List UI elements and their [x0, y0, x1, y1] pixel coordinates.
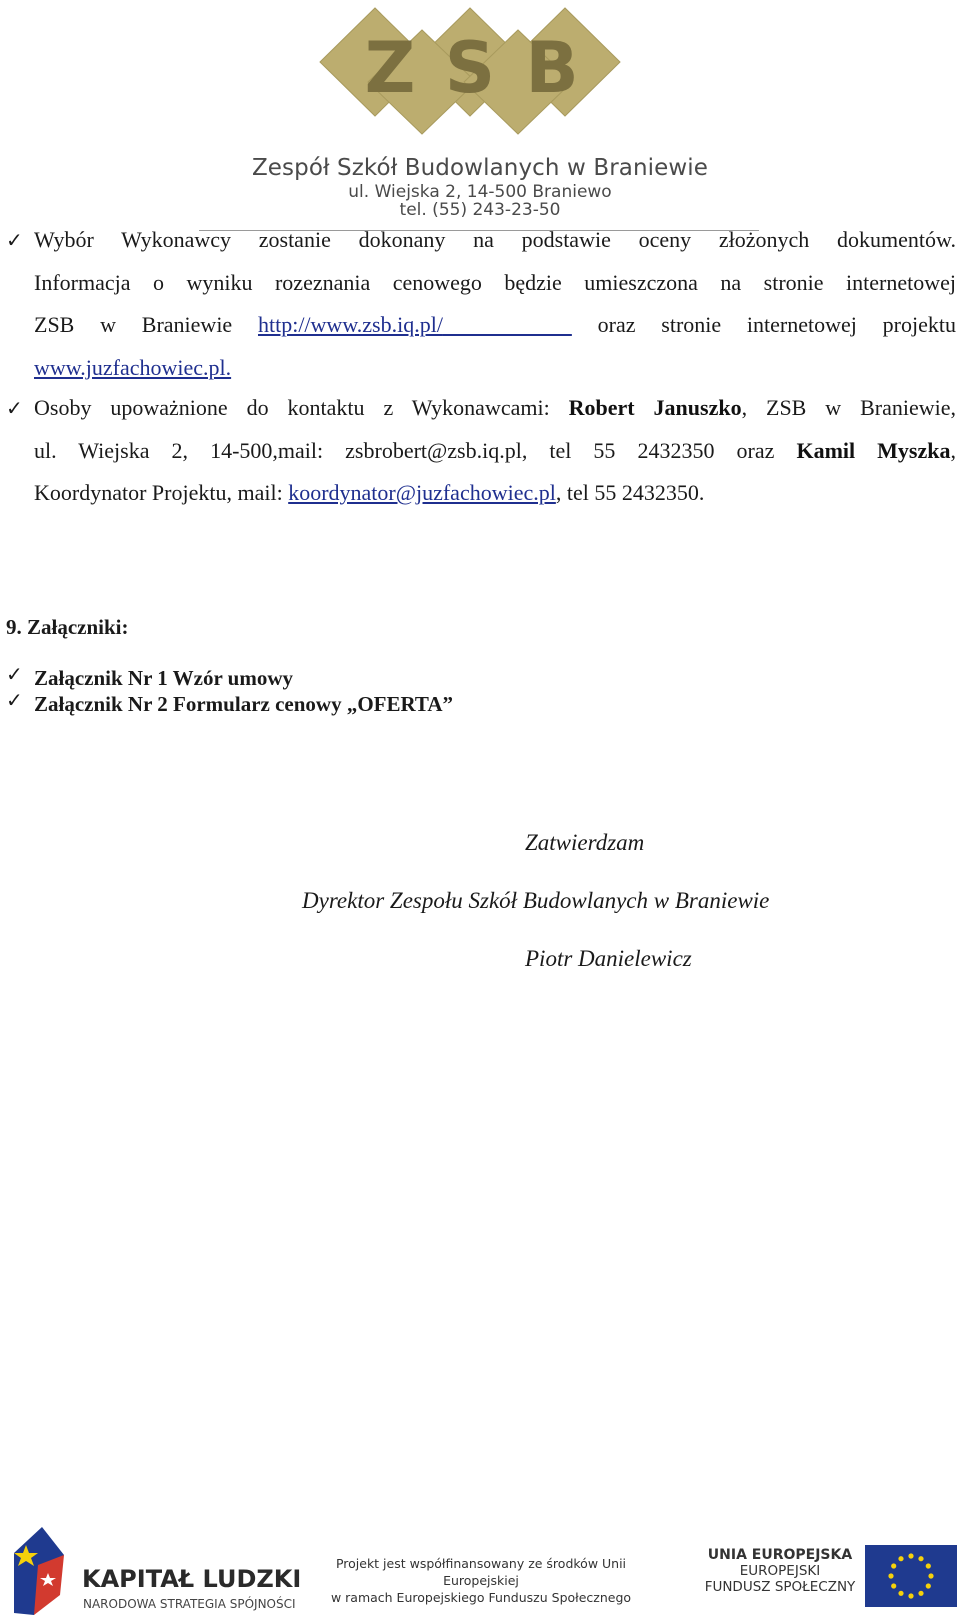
eu-star: [926, 1583, 931, 1588]
section-heading: 9. Załączniki:: [6, 615, 129, 639]
checkmark-icon: ✓: [6, 396, 23, 420]
eu-fund-line: FUNDUSZ SPOŁECZNY: [704, 1579, 856, 1595]
eu-star: [926, 1563, 931, 1568]
text-line: Koordynator Projektu, mail: koordynator@juzfachowiec.pl, tel 55 2432350.: [34, 480, 705, 505]
eu-star: [888, 1573, 893, 1578]
text-line: Osoby upoważnione do kontaktu z Wykonawcami: Robert Januszko, ZSB w Braniewie,: [34, 395, 956, 420]
approval-label: Zatwierdzam: [525, 830, 645, 855]
kapital-ludzki-title: KAPITAŁ LUDZKI: [82, 1565, 302, 1593]
svg-text:Z: Z: [364, 27, 416, 109]
text-line: Informacja o wyniku rozeznania cenowego będzie umieszczona na stronie internetowej: [34, 269, 956, 295]
text-line: [34, 347, 956, 390]
cofinancing-line: w ramach Europejskiego Funduszu Społecznego: [330, 1590, 632, 1605]
paragraph-selection: [34, 219, 956, 389]
attachment-item: Załącznik Nr 1 Wzór umowy: [34, 666, 294, 690]
kapital-ludzki-subtitle: NARODOWA STRATEGIA SPÓJNOŚCI: [83, 1597, 296, 1611]
eu-star: [928, 1573, 933, 1578]
checkmark-icon: ✓: [6, 662, 23, 686]
cofinancing-note: [306, 1555, 656, 1606]
checkmark-icon: ✓: [6, 228, 23, 252]
zsb-logo: [300, 0, 640, 148]
text-line: Wybór Wykonawcy zostanie dokonany na podstawie oceny złożonych dokumentów.: [34, 227, 956, 252]
project-website-link[interactable]: www.juzfachowiec.pl.: [34, 354, 232, 380]
svg-text:B: B: [525, 27, 579, 109]
contact-name: Kamil Myszka: [796, 437, 951, 463]
paragraph-contacts: [34, 387, 956, 515]
school-address: ul. Wiejska 2, 14-500 Braniewo: [348, 182, 612, 202]
school-phone: tel. (55) 243-23-50: [399, 200, 561, 220]
eu-star: [918, 1556, 923, 1561]
eu-star: [891, 1563, 896, 1568]
attachment-item: Załącznik Nr 2 Formularz cenowy „OFERTA”: [34, 692, 454, 716]
eu-fund-label: [704, 1547, 856, 1595]
coordinator-email-link[interactable]: koordynator@juzfachowiec.pl: [288, 480, 556, 505]
eu-star: [908, 1553, 913, 1558]
eu-fund-line: EUROPEJSKI: [739, 1563, 821, 1579]
eu-star: [898, 1591, 903, 1596]
eu-star: [891, 1583, 896, 1588]
zsb-website-link[interactable]: http://www.zsb.iq.pl/: [257, 312, 443, 337]
text-line: ul. Wiejska 2, 14-500,mail: zsbrobert@zsb.iq.pl, tel 55 2432350 oraz Kamil Myszka,: [34, 437, 956, 463]
eu-star: [918, 1591, 923, 1596]
eu-label: UNIA EUROPEJSKA: [707, 1547, 853, 1563]
contact-name: Robert Januszko: [568, 395, 742, 420]
text-line: ZSB w Braniewie http://www.zsb.iq.pl/ oraz stronie internetowej projektu: [34, 312, 956, 337]
svg-text:S: S: [444, 27, 496, 109]
cofinancing-line: Projekt jest współfinansowany ze środków Unii Europejskiej: [335, 1556, 627, 1588]
kapital-ludzki-logo: [4, 1525, 304, 1620]
signatory-name: Piotr Danielewicz: [525, 946, 692, 971]
checkmark-icon: ✓: [6, 688, 23, 712]
eu-star: [908, 1593, 913, 1598]
eu-star: [898, 1556, 903, 1561]
signatory-title: Dyrektor Zespołu Szkół Budowlanych w Braniewie: [302, 888, 770, 913]
school-name: Zespół Szkół Budowlanych w Braniewie: [251, 155, 709, 181]
eu-flag-icon: [865, 1545, 957, 1607]
